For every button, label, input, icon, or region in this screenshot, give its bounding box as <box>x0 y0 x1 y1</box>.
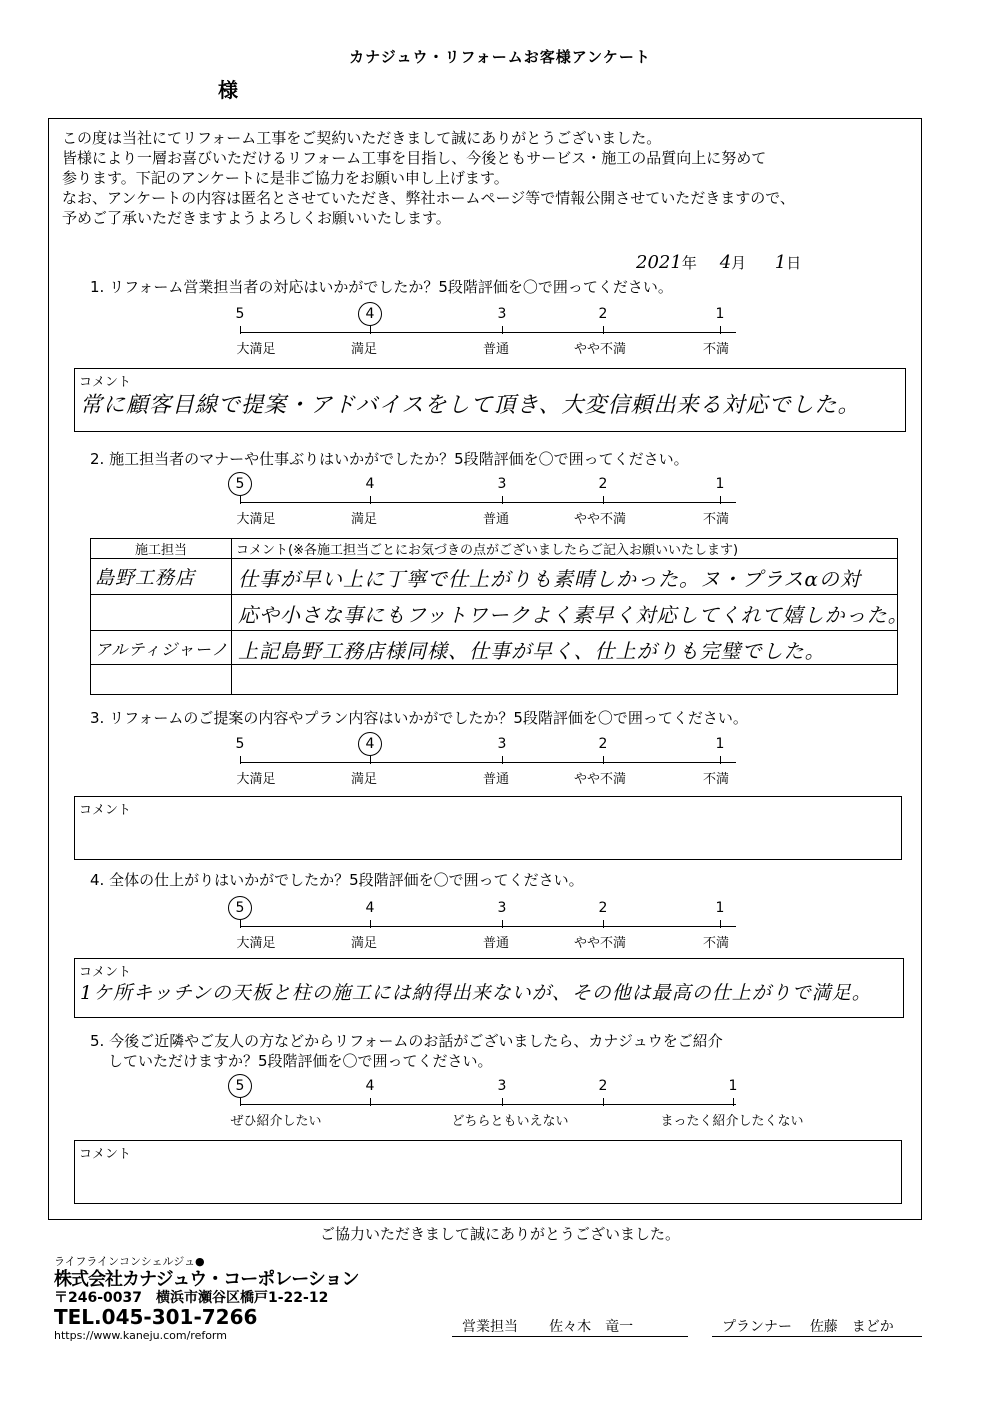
scale-option-4[interactable]: 4 <box>365 1078 375 1094</box>
staff-cell[interactable] <box>91 631 232 665</box>
survey-date <box>636 252 801 273</box>
scale-label: 不満 <box>702 342 730 357</box>
rating-scale-5[interactable] <box>0 1078 1000 1140</box>
scale-tick <box>370 1098 371 1106</box>
intro-line: なお、アンケートの内容は匿名とさせていただき、弊社ホームページ等で情報公開させていただきますので、 <box>62 189 795 207</box>
scale-tick <box>370 496 371 504</box>
intro-line: 参ります。下記のアンケートに是非ご協力をお願い申し上げます。 <box>62 169 509 187</box>
staff-cell[interactable] <box>91 665 232 695</box>
scale-label: 大満足 <box>236 342 276 357</box>
scale-label: 不満 <box>702 772 730 787</box>
scale-option-3[interactable]: 3 <box>497 476 507 492</box>
staff-comment-text: 仕事が早い上に丁寧で仕上がりも素晴しかった。ヌ・プラスαの対 <box>238 567 861 591</box>
comment-label: コメント <box>79 965 132 980</box>
company-name: 株式会社カナジュウ・コーポレーション <box>54 1269 359 1290</box>
company-tel: TEL.045-301-7266 <box>54 1305 258 1329</box>
scale-tick <box>502 920 503 928</box>
date-day-unit: 日 <box>786 254 802 272</box>
question-1: 1. リフォーム営業担当者の対応はいかがでしたか？5段階評価を〇で囲ってください。 <box>90 278 673 296</box>
scale-label: 普通 <box>482 936 510 951</box>
scale-tick <box>603 326 604 334</box>
selected-rating-circle <box>358 732 382 756</box>
scale-option-1[interactable]: 1 <box>728 1078 738 1094</box>
sales-label: 営業担当 <box>462 1319 518 1335</box>
selected-rating-circle <box>358 302 382 326</box>
scale-label: 不満 <box>702 936 730 951</box>
scale-label: 満足 <box>350 772 378 787</box>
scale-line <box>240 332 736 333</box>
scale-option-2[interactable]: 2 <box>598 736 608 752</box>
scale-tick <box>240 326 241 334</box>
planner-name: 佐藤 まどか <box>809 1319 894 1335</box>
comment-box-5[interactable] <box>74 1140 902 1204</box>
scale-option-3[interactable]: 3 <box>497 1078 507 1094</box>
date-year-unit: 年 <box>681 254 697 272</box>
staff-cell[interactable] <box>91 595 232 631</box>
rating-scale-2[interactable] <box>0 476 1000 538</box>
intro-line: 皆様により一層お喜びいただけるリフォーム工事を目指し、今後ともサービス・施工の品質向上に努めて <box>62 149 767 167</box>
comment-4-text: 1ケ所キッチンの天板と柱の施工には納得出来ないが、その他は最高の仕上がりで満足。 <box>80 982 872 1004</box>
scale-option-1[interactable]: 1 <box>715 736 725 752</box>
scale-label: やや不満 <box>573 772 627 787</box>
scale-label: 普通 <box>482 342 510 357</box>
planner-signature-line <box>712 1336 922 1337</box>
staff-table <box>90 538 909 695</box>
scale-line <box>240 762 736 763</box>
scale-tick <box>720 756 721 764</box>
staff-comment-cell[interactable] <box>232 665 898 695</box>
scale-tick <box>603 756 604 764</box>
scale-line <box>240 1104 736 1105</box>
date-month: 4 <box>719 252 732 273</box>
scale-tick <box>603 1098 604 1106</box>
scale-option-5[interactable]: 5 <box>235 736 245 752</box>
scale-tick <box>720 920 721 928</box>
scale-label: やや不満 <box>573 936 627 951</box>
scale-tick <box>733 1098 734 1106</box>
scale-tick <box>720 326 721 334</box>
staff-comment-cell[interactable] <box>232 595 909 631</box>
scale-option-2[interactable]: 2 <box>598 900 608 916</box>
comment-1-text: 常に顧客目線で提案・アドバイスをして頂き、大変信頼出来る対応でした。 <box>80 393 861 418</box>
scale-label: まったく紹介したくない <box>660 1114 804 1129</box>
scale-tick <box>240 920 241 928</box>
staff-name: アルティジャーノ <box>95 640 229 659</box>
scale-label: 大満足 <box>236 936 276 951</box>
scale-option-3[interactable]: 3 <box>497 900 507 916</box>
scale-option-4[interactable]: 4 <box>365 476 375 492</box>
date-year: 2021 <box>636 252 682 273</box>
scale-label: 不満 <box>702 512 730 527</box>
brand-tagline: ライフラインコンシェルジュ● <box>54 1255 205 1268</box>
survey-title: カナジュウ・リフォームお客様アンケート <box>349 48 651 66</box>
question-4: 4. 全体の仕上がりはいかがでしたか？5段階評価を〇で囲ってください。 <box>90 871 584 889</box>
scale-label: やや不満 <box>573 512 627 527</box>
staff-comment-cell[interactable] <box>232 631 898 665</box>
question-2: 2. 施工担当者のマナーや仕事ぶりはいかがでしたか？5段階評価を〇で囲ってください。 <box>90 450 689 468</box>
scale-label: 普通 <box>482 772 510 787</box>
scale-label: やや不満 <box>573 342 627 357</box>
scale-option-5[interactable]: 5 <box>235 306 245 322</box>
date-month-unit: 月 <box>731 254 747 272</box>
scale-tick <box>502 1098 503 1106</box>
planner-label: プランナー <box>722 1319 792 1335</box>
scale-label: 普通 <box>482 512 510 527</box>
scale-tick <box>240 1098 241 1106</box>
staff-header: 施工担当 <box>91 539 232 559</box>
scale-option-2[interactable]: 2 <box>598 1078 608 1094</box>
scale-option-3[interactable]: 3 <box>497 736 507 752</box>
scale-tick <box>240 756 241 764</box>
comment-label: コメント <box>79 803 132 818</box>
scale-label: 大満足 <box>236 772 276 787</box>
staff-name: 島野工務店 <box>95 567 196 589</box>
scale-option-5[interactable]: 5 <box>235 900 245 916</box>
scale-option-4[interactable]: 4 <box>365 306 375 322</box>
rating-scale-3[interactable] <box>0 736 1000 798</box>
intro-text <box>62 128 922 228</box>
rating-scale-4[interactable] <box>0 900 1000 962</box>
scale-tick <box>370 326 371 334</box>
thanks-message: ご協力いただきまして誠にありがとうございました。 <box>319 1225 680 1243</box>
selected-rating-circle <box>228 472 252 496</box>
scale-option-1[interactable]: 1 <box>715 476 725 492</box>
scale-tick <box>370 920 371 928</box>
scale-tick <box>240 496 241 504</box>
comment-label: コメント <box>79 1147 132 1162</box>
selected-rating-circle <box>228 896 252 920</box>
scale-option-2[interactable]: 2 <box>598 306 608 322</box>
date-day: 1 <box>774 252 787 273</box>
staff-comment-text: 応や小さな事にもフットワークよく素早く対応してくれて嬉しかった。 <box>238 603 909 627</box>
scale-label: 満足 <box>350 936 378 951</box>
scale-label: ぜひ紹介したい <box>230 1114 322 1129</box>
sales-signature-line <box>452 1336 688 1337</box>
scale-label: どちらともいえない <box>451 1114 569 1129</box>
scale-label: 大満足 <box>236 512 276 527</box>
staff-comment-text: 上記島野工務店様同様、仕事が早く、仕上がりも完璧でした。 <box>238 639 826 663</box>
sales-name: 佐々木 竜一 <box>549 1319 634 1335</box>
question-5-line1: 5. 今後ご近隣やご友人の方などからリフォームのお話がございましたら、カナジュウをご紹介 <box>90 1032 723 1050</box>
scale-option-4[interactable]: 4 <box>365 736 375 752</box>
scale-line <box>240 926 736 927</box>
question-3: 3. リフォームのご提案の内容やプラン内容はいかがでしたか？5段階評価を〇で囲ってください。 <box>90 709 748 727</box>
staff-comment-header: コメント(※各施工担当ごとにお気づきの点がございましたらご記入お願いいたします) <box>232 539 898 559</box>
scale-option-1[interactable]: 1 <box>715 900 725 916</box>
intro-line: 予めご了承いただきますようよろしくお願いいたします。 <box>62 209 451 227</box>
staff-comment-cell[interactable] <box>232 559 898 595</box>
scale-tick <box>603 920 604 928</box>
sales-rep <box>462 1316 633 1336</box>
company-footer <box>54 1255 359 1343</box>
scale-tick <box>502 326 503 334</box>
selected-rating-circle <box>228 1074 252 1098</box>
scale-option-3[interactable]: 3 <box>497 306 507 322</box>
scale-tick <box>370 756 371 764</box>
scale-option-2[interactable]: 2 <box>598 476 608 492</box>
scale-label: 満足 <box>350 342 378 357</box>
intro-line: この度は当社にてリフォーム工事をご契約いただきまして誠にありがとうございました。 <box>62 129 662 147</box>
rating-scale-1[interactable] <box>0 306 1000 368</box>
scale-option-5[interactable]: 5 <box>235 1078 245 1094</box>
scale-option-1[interactable]: 1 <box>715 306 725 322</box>
company-address: 〒246-0037 横浜市瀬谷区橋戸1-22-12 <box>54 1290 329 1306</box>
company-url[interactable]: https://www.kaneju.com/reform <box>54 1329 227 1342</box>
scale-tick <box>603 496 604 504</box>
scale-option-5[interactable]: 5 <box>235 476 245 492</box>
scale-line <box>240 502 736 503</box>
scale-tick <box>502 756 503 764</box>
staff-cell[interactable] <box>91 559 232 595</box>
scale-tick <box>720 496 721 504</box>
planner <box>722 1316 894 1336</box>
comment-label: コメント <box>79 375 132 390</box>
scale-tick <box>502 496 503 504</box>
comment-box-3[interactable] <box>74 796 902 860</box>
question-5-line2: していただけますか？5段階評価を〇で囲ってください。 <box>108 1052 493 1070</box>
scale-label: 満足 <box>350 512 378 527</box>
scale-option-4[interactable]: 4 <box>365 900 375 916</box>
customer-suffix: 様 <box>218 78 238 102</box>
